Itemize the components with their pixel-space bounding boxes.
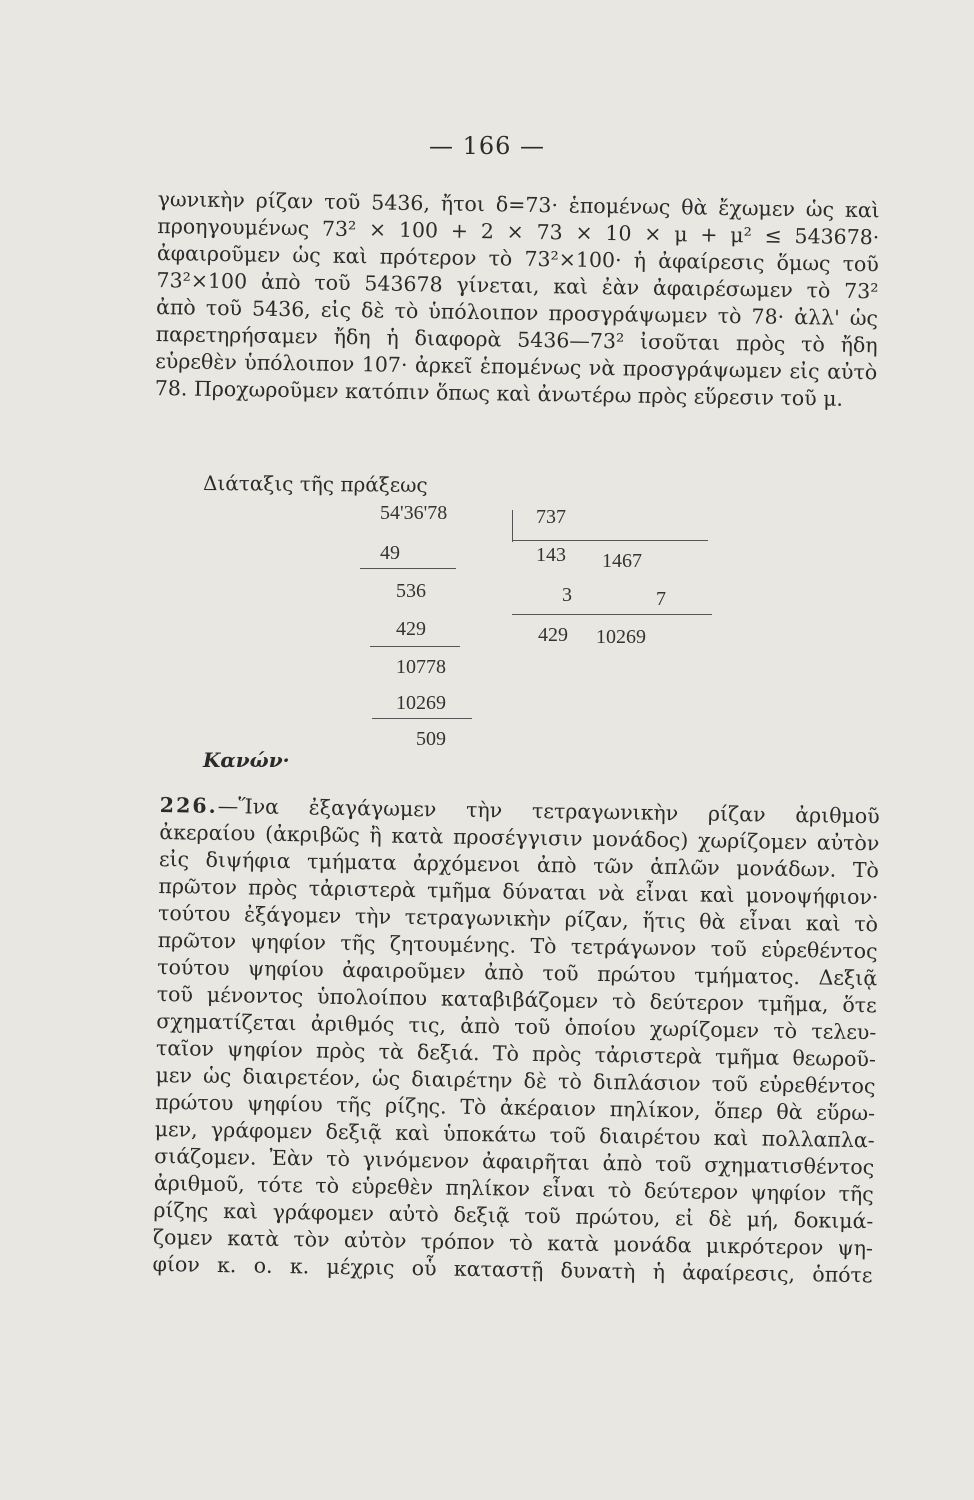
- text-line: ρίζης καὶ γράφομεν αὐτὸ δεξιᾷ τοῦ πρώτου, εἰ δὲ μή, δοκιμά-: [153, 1197, 874, 1234]
- calc-divider: [512, 510, 513, 542]
- arrangement-heading: Διάταξις τῆς πράξεως: [202, 471, 428, 497]
- text-line: ἀκεραίου (ἀκριβῶς ἢ κατὰ προσέγγισιν μονάδος) χωρίζομεν αὐτὸν: [159, 819, 880, 856]
- calc-number: 10269: [596, 626, 646, 648]
- text-line: ἀριθμοῦ, τότε τὸ εὑρεθὲν πηλίκον εἶναι τὸ δεύτερον ψηφίον τῆς: [153, 1170, 874, 1207]
- text-line: 78. Προχωροῦμεν κατόπιν ὅπως καὶ ἀνωτέρω πρὸς εὕρεσιν τοῦ μ.: [154, 375, 844, 411]
- text-line: πρῶτον πρὸς τἀριστερὰ τμῆμα δύναται νὰ εἶναι καὶ μονοψήφιον·: [158, 873, 879, 910]
- calc-number: 429: [538, 624, 568, 646]
- calc-number: 1467: [602, 550, 642, 572]
- calc-number: 143: [536, 544, 566, 566]
- text-line: ταῖον ψηφίον πρὸς τὰ δεξιά. Τὸ πρὸς τἀριστερὰ τμῆμα θεωροῦ-: [155, 1035, 877, 1072]
- text-line: τούτου ἐξάγομεν τὴν τετραγωνικὴν ρίζαν, ἥτις θὰ εἶναι καὶ τὸ: [157, 900, 879, 937]
- calc-number: 536: [396, 580, 426, 602]
- calc-rule: [372, 718, 472, 719]
- text-line: φίον κ. ο. κ. μέχρις οὗ καταστῇ δυνατὴ ἡ ἀφαίρεσις, ὁπότε: [152, 1251, 873, 1288]
- calc-number: 10269: [396, 692, 446, 714]
- calc-number: 509: [416, 728, 446, 750]
- section-number: 226.: [159, 792, 218, 818]
- text-line: μεν, γράφομεν δεξιᾷ καὶ ὑποκάτω τοῦ διαιρέτου καὶ πολλαπλα-: [154, 1116, 875, 1153]
- calc-rule: [370, 646, 460, 647]
- text-line: 73²×100 ἀπὸ τοῦ 543678 γίνεται, καὶ ἐὰν ἀφαιρέσωμεν τὸ 73²: [156, 267, 879, 304]
- text-line: εὑρεθὲν ὑπόλοιπον 107· ἀρκεῖ ἑπομένως νὰ προσγράψωμεν εἰς αὐτὸ: [155, 348, 878, 385]
- text-line: τοῦ μένοντος ὑπολοίπου καταβιβάζομεν τὸ δεύτερον τμῆμα, ὅτε: [156, 981, 877, 1018]
- page-number: — 166 —: [428, 132, 546, 160]
- paragraph-intro: [155, 186, 880, 413]
- text-line: εἰς διψήφια τμήματα ἀρχόμενοι ἀπὸ τῶν ἁπλῶν μονάδων. Τὸ: [158, 846, 880, 883]
- text-line: παρετηρήσαμεν ἤδη ἡ διαφορὰ 5436—73² ἰσοῦται πρὸς τὸ ἤδη: [155, 321, 878, 358]
- calc-number: 3: [562, 584, 572, 606]
- calc-number: 54'36'78: [380, 502, 448, 524]
- text-line: γωνικὴν ρίζαν τοῦ 5436, ἤτοι δ=73· ἑπομένως θὰ ἔχωμεν ὡς καὶ: [157, 186, 880, 223]
- rule-label: Κανών·: [203, 748, 290, 772]
- text-line: προηγουμένως 73² × 100 + 2 × 73 × 10 × μ + μ² ≤ 543678·: [157, 213, 880, 250]
- root-result: 737: [536, 506, 566, 528]
- text-line: πρώτου ψηφίου τῆς ρίζης. Τὸ ἀκέραιον πηλίκον, ὅπερ θὰ εὕρω-: [154, 1089, 876, 1126]
- text-line: ἀφαιροῦμεν ὡς καὶ πρότερον τὸ 73²×100· ἡ ἀφαίρεσις ὅμως τοῦ: [156, 240, 880, 277]
- paragraph-rule: [152, 792, 880, 1289]
- calc-rule: [512, 540, 708, 541]
- text-line: ἀπὸ τοῦ 5436, εἰς δὲ τὸ ὑπόλοιπον προσγράψωμεν τὸ 78· ἀλλ' ὡς: [155, 294, 879, 331]
- text-line-content: —Ἵνα ἐξαγάγωμεν τὴν τετραγωνικὴν ρίζαν ἀριθμοῦ: [217, 793, 880, 829]
- text-line: πρῶτον ψηφίον τῆς ζητουμένης. Τὸ τετράγωνον τοῦ εὑρεθέντος: [157, 927, 878, 964]
- text-line: μεν ὡς διαιρετέον, ὡς διαιρέτην δὲ τὸ διπλάσιον τοῦ εὑρεθέντος: [155, 1062, 876, 1099]
- text-line: τούτου ψηφίου ἀφαιροῦμεν ἀπὸ τοῦ πρώτου τμήματος. Δεξιᾷ: [157, 954, 878, 991]
- calc-number: 49: [380, 542, 400, 564]
- calc-rule: [360, 568, 456, 569]
- text-line: ζομεν κατὰ τὸν αὐτὸν τρόπον τὸ κατὰ μονάδα μικρότερον ψη-: [152, 1224, 874, 1261]
- calc-rule: [512, 614, 712, 615]
- calc-number: 7: [656, 588, 666, 610]
- text-line: σχηματίζεται ἀριθμός τις, ἀπὸ τοῦ ὁποίου χωρίζομεν τὸ τελευ-: [156, 1008, 877, 1045]
- calc-number: 429: [396, 618, 426, 640]
- calc-number: 10778: [396, 656, 446, 678]
- text-line: σιάζομεν. Ἐὰν τὸ γινόμενον ἀφαιρῆται ἀπὸ τοῦ σχηματισθέντος: [154, 1143, 875, 1180]
